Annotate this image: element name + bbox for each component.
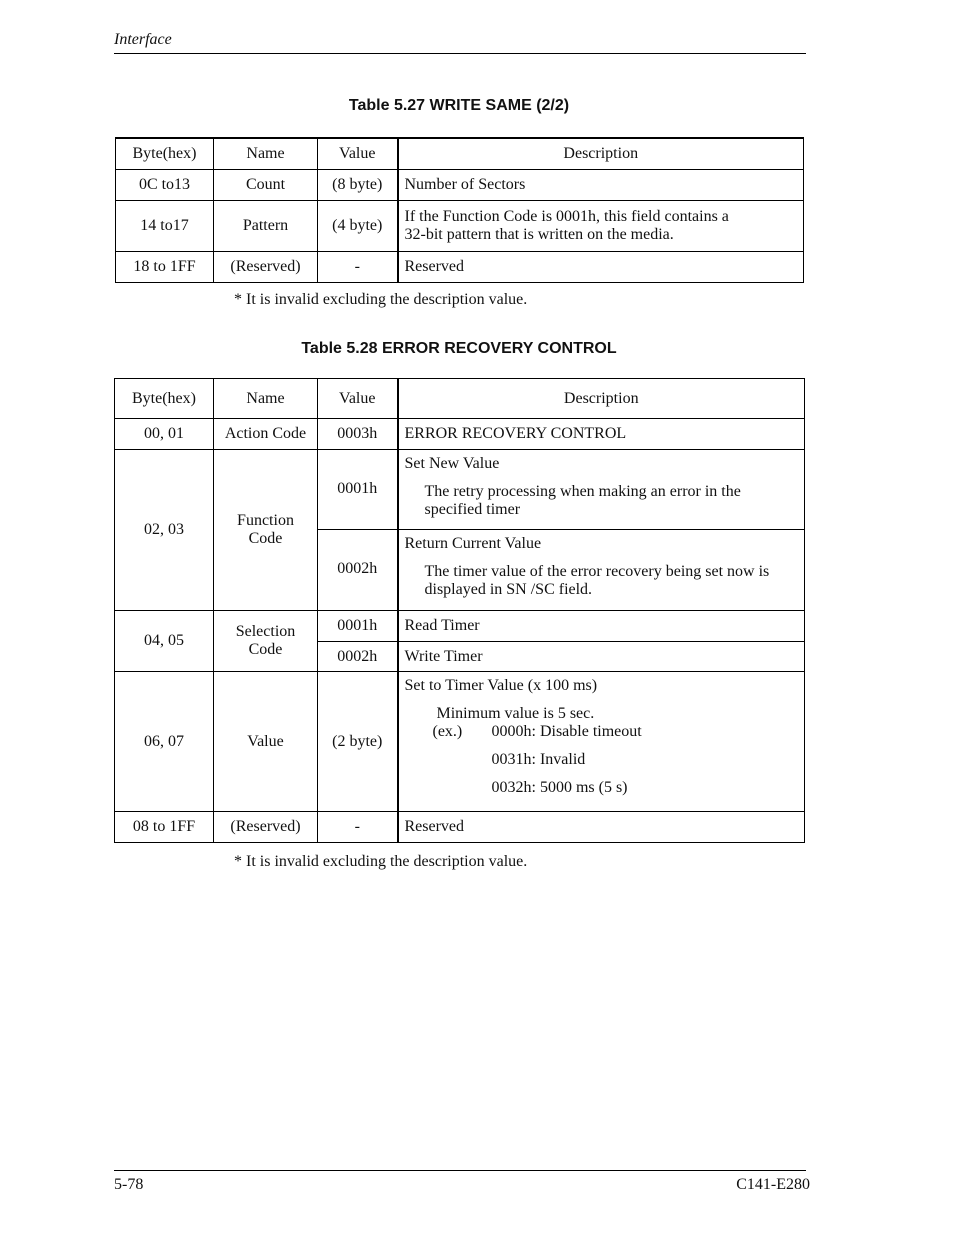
- col-header: Byte(hex): [116, 138, 214, 169]
- table-cell: 06, 07: [115, 672, 214, 812]
- col-header: Name: [214, 138, 318, 169]
- desc-line: The retry processing when making an error in the: [424, 483, 741, 500]
- table-cell: 18 to 1FF: [116, 251, 214, 282]
- col-header: Value: [318, 138, 398, 169]
- table-cell: Action Code: [214, 419, 318, 450]
- table-cell: 02, 03: [115, 450, 214, 611]
- desc-line: The timer value of the error recovery being set now is: [424, 563, 770, 580]
- col-header: Description: [398, 379, 805, 419]
- col-header: Value: [318, 379, 398, 419]
- running-header: Interface: [114, 31, 172, 48]
- table-cell: (Reserved): [214, 251, 318, 282]
- table-cell: Read Timer: [398, 611, 805, 642]
- table-row: [115, 450, 805, 530]
- table-cell: (2 byte): [318, 672, 398, 812]
- table-cell: 00, 01: [115, 419, 214, 450]
- table2-note: * It is invalid excluding the description value.: [234, 853, 528, 870]
- desc-line: Minimum value is 5 sec.: [436, 705, 595, 722]
- table-cell: (4 byte): [318, 200, 398, 251]
- table-row: [115, 419, 805, 450]
- table2-caption: Table 5.28 ERROR RECOVERY CONTROL: [301, 340, 617, 357]
- table-row: [116, 251, 804, 282]
- example-label: (ex.): [432, 723, 463, 740]
- table1-caption: Table 5.27 WRITE SAME (2/2): [348, 97, 570, 114]
- table-cell: [398, 530, 805, 611]
- table-row: [115, 812, 805, 843]
- table-row: [116, 200, 804, 251]
- table-cell: 0001h: [318, 450, 398, 530]
- desc-line: specified timer: [424, 501, 521, 518]
- table-row: [115, 672, 805, 812]
- table-cell: [398, 672, 805, 812]
- header-rule: [114, 53, 806, 54]
- table-cell: Value: [214, 672, 318, 812]
- table-row: [115, 611, 805, 642]
- desc-line: 32-bit pattern that is written on the media.: [404, 225, 674, 243]
- table-row: [116, 169, 804, 200]
- desc-title: Set New Value: [404, 455, 500, 472]
- col-header: Description: [398, 138, 804, 169]
- error-recovery-table: [114, 378, 805, 843]
- desc-line: displayed in SN /SC field.: [424, 581, 593, 598]
- desc-title: Set to Timer Value (x 100 ms): [404, 677, 598, 694]
- write-same-table: [115, 137, 804, 283]
- table-cell: [398, 200, 804, 251]
- table-cell: [214, 450, 318, 611]
- table-cell: 0003h: [318, 419, 398, 450]
- table-cell: Write Timer: [398, 642, 805, 672]
- name-line: Function: [237, 512, 294, 529]
- page-number: 5-78: [114, 1176, 144, 1193]
- example-row: [405, 723, 799, 741]
- table-cell: [214, 611, 318, 672]
- table-cell: 08 to 1FF: [115, 812, 214, 843]
- table-cell: 0C to13: [116, 169, 214, 200]
- col-header: Byte(hex): [115, 379, 214, 419]
- example-line: 0032h: 5000 ms (5 s): [491, 779, 628, 796]
- document-id: C141-E280: [736, 1176, 810, 1193]
- table-cell: 04, 05: [115, 611, 214, 672]
- name-line: Code: [248, 641, 283, 658]
- table-cell: Reserved: [398, 812, 805, 843]
- desc-title: Return Current Value: [404, 535, 542, 552]
- table-cell: 0001h: [318, 611, 398, 642]
- table-cell: Pattern: [214, 200, 318, 251]
- table-cell: -: [318, 251, 398, 282]
- col-header: Name: [214, 379, 318, 419]
- table-cell: Count: [214, 169, 318, 200]
- name-line: Selection: [235, 623, 296, 640]
- table-cell: 0002h: [318, 530, 398, 611]
- name-line: Code: [248, 530, 283, 547]
- example-line: 0000h: Disable timeout: [491, 723, 642, 740]
- table-cell: Number of Sectors: [398, 169, 804, 200]
- example-line: 0031h: Invalid: [491, 751, 586, 768]
- table-cell: 14 to17: [116, 200, 214, 251]
- table-cell: (8 byte): [318, 169, 398, 200]
- table-cell: -: [318, 812, 398, 843]
- desc-line: If the Function Code is 0001h, this field contains a: [404, 207, 729, 225]
- table-cell: [398, 450, 805, 530]
- table-cell: ERROR RECOVERY CONTROL: [398, 419, 805, 450]
- table-cell: 0002h: [318, 642, 398, 672]
- table1-note: * It is invalid excluding the description value.: [234, 291, 528, 308]
- footer-rule: [114, 1170, 806, 1171]
- table-cell: (Reserved): [214, 812, 318, 843]
- table-cell: Reserved: [398, 251, 804, 282]
